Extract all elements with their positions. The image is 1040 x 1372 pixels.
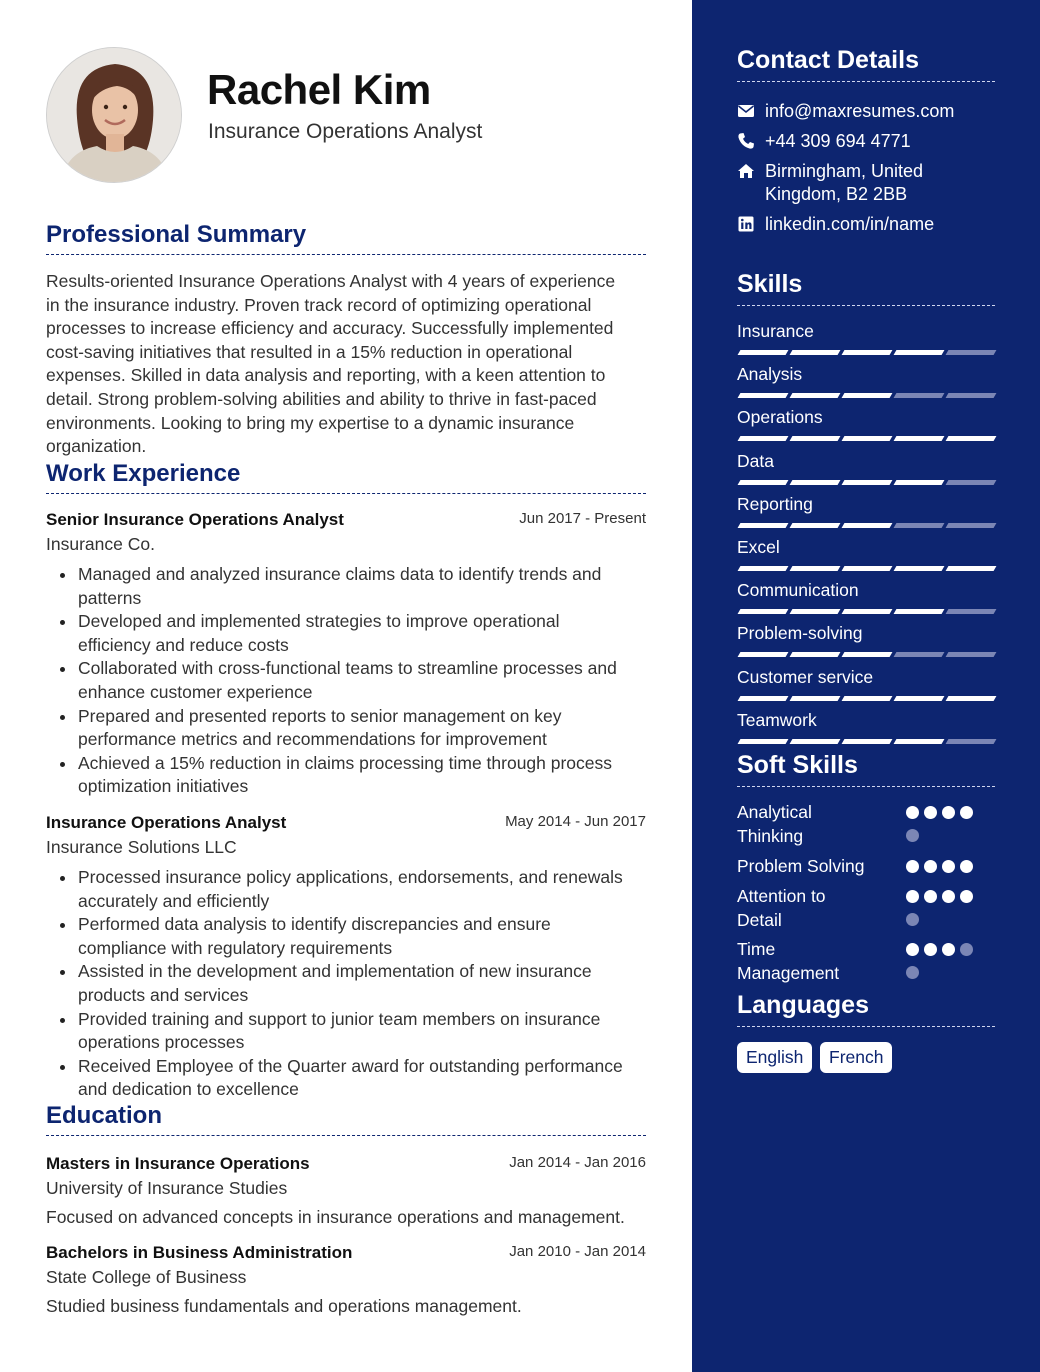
skill-level-bar	[737, 566, 993, 571]
soft-skill-rating-dot	[942, 943, 955, 956]
skill-level-segment	[894, 609, 945, 614]
languages-heading: Languages	[737, 991, 995, 1027]
skill-level-segment	[790, 436, 841, 441]
soft-skill-name: Problem Solving	[737, 856, 865, 876]
job-bullet: Performed data analysis to identify discrepancies and ensure compliance with regulatory requirements	[78, 913, 646, 960]
skill-level-segment	[946, 739, 997, 744]
soft-skill-rating-dot	[960, 943, 973, 956]
skill-level-segment	[790, 523, 841, 528]
skill-level-segment	[842, 523, 893, 528]
skill-level-segment	[946, 523, 997, 528]
skill-level-segment	[894, 523, 945, 528]
skill-level-segment	[738, 480, 789, 485]
skill-level-segment	[738, 350, 789, 355]
skill-item	[737, 537, 993, 558]
soft-skill-rating-dot	[906, 966, 919, 979]
skill-level-segment	[738, 609, 789, 614]
skill-item	[737, 364, 993, 385]
skill-level-segment	[894, 739, 945, 744]
language-tag: English	[737, 1042, 812, 1073]
skill-name: Communication	[737, 580, 859, 601]
job-bullet: Managed and analyzed insurance claims data to identify trends and patterns	[78, 563, 646, 610]
job-title: Insurance Operations Analyst	[46, 813, 287, 832]
skill-level-bar	[737, 523, 993, 528]
job-dates: Jun 2017 - Present	[519, 510, 646, 527]
skill-level-segment	[946, 609, 997, 614]
skill-name: Data	[737, 450, 774, 471]
job-bullets	[46, 563, 646, 799]
soft-skill-name: Time Management	[737, 939, 840, 983]
skill-item	[737, 451, 993, 472]
soft-skill-rating-dot	[906, 943, 919, 956]
address-text: Birmingham, United Kingdom, B2 2BB	[765, 161, 924, 204]
skill-level-bar	[737, 652, 993, 657]
job-bullet: Assisted in the development and implementation of new insurance products and services	[78, 960, 646, 1007]
job-bullet: Achieved a 15% reduction in claims processing time through process optimization initiatives	[78, 752, 646, 799]
skill-level-segment	[842, 739, 893, 744]
skill-level-segment	[842, 393, 893, 398]
skill-name: Problem-solving	[737, 623, 863, 644]
job-title: Senior Insurance Operations Analyst	[46, 510, 344, 529]
skills-heading: Skills	[737, 270, 995, 306]
soft-skill-rating-dot	[924, 943, 937, 956]
job-bullets	[46, 866, 646, 1102]
summary-line: organization.	[46, 436, 147, 457]
candidate-name: Rachel Kim	[207, 66, 431, 113]
skill-level-segment	[738, 739, 789, 744]
soft-skill-rating-dot	[906, 829, 919, 842]
skill-level-segment	[842, 696, 893, 701]
skill-level-segment	[946, 350, 997, 355]
skill-name: Customer service	[737, 666, 874, 687]
skill-level-bar	[737, 480, 993, 485]
summary-line: in the insurance industry. Proven track record of optimizing operational	[46, 294, 592, 315]
summary-line: cost-saving initiatives that resulted in a 15% reduction in operational	[46, 341, 573, 362]
job-company: Insurance Solutions LLC	[46, 837, 237, 857]
skill-level-segment	[946, 480, 997, 485]
skill-item	[737, 623, 993, 644]
soft-skill-rating-dot	[906, 913, 919, 926]
soft-skill-rating-dot	[906, 860, 919, 873]
summary-heading: Professional Summary	[46, 221, 646, 255]
soft-skill-rating-dot	[924, 890, 937, 903]
skill-name: Analysis	[737, 364, 803, 385]
candidate-title: Insurance Operations Analyst	[208, 120, 483, 143]
education-heading: Education	[46, 1102, 646, 1136]
degree: Masters in Insurance Operations	[46, 1154, 310, 1173]
soft-skill-rating-dot	[906, 806, 919, 819]
job-bullet: Collaborated with cross-functional teams to streamline processes and enhance customer experience	[78, 657, 646, 704]
skill-level-segment	[842, 350, 893, 355]
skill-level-segment	[946, 436, 997, 441]
skill-level-segment	[790, 566, 841, 571]
skill-level-segment	[894, 696, 945, 701]
job-bullet: Provided training and support to junior team members on insurance operations processes	[78, 1008, 646, 1055]
linkedin-text: linkedin.com/in/name	[765, 214, 935, 234]
summary-text	[46, 270, 646, 459]
skill-item	[737, 710, 993, 731]
soft-skill-name: Analytical Thinking	[737, 802, 812, 846]
skill-level-bar	[737, 436, 993, 441]
skill-level-segment	[738, 566, 789, 571]
education-dates: Jan 2010 - Jan 2014	[509, 1243, 646, 1260]
language-tag: French	[820, 1042, 892, 1073]
skill-level-segment	[842, 436, 893, 441]
education-description: Focused on advanced concepts in insurance operations and management.	[46, 1207, 625, 1227]
skill-level-segment	[790, 393, 841, 398]
skill-level-segment	[790, 350, 841, 355]
skill-item	[737, 580, 993, 601]
education-entry	[46, 1154, 646, 1228]
skill-item	[737, 407, 993, 428]
skill-level-segment	[894, 436, 945, 441]
skill-level-segment	[894, 652, 945, 657]
summary-line: processes to increase efficiency and accuracy. Successfully implemented	[46, 318, 614, 339]
skill-level-segment	[946, 652, 997, 657]
school: State College of Business	[46, 1267, 247, 1287]
skill-name: Reporting	[737, 493, 813, 514]
email-text: info@maxresumes.com	[765, 101, 955, 121]
job-bullet: Received Employee of the Quarter award for outstanding performance and dedication to excellence	[78, 1055, 646, 1102]
skill-name: Insurance	[737, 321, 814, 341]
summary-line: detail. Strong problem-solving abilities and ability to thrive in fast-paced	[46, 388, 597, 409]
skill-level-segment	[946, 566, 997, 571]
skill-name: Excel	[737, 537, 780, 557]
skill-level-segment	[738, 436, 789, 441]
skill-level-segment	[738, 523, 789, 528]
soft-skill-rating-dot	[960, 890, 973, 903]
soft-skill-rating-dot	[942, 806, 955, 819]
skill-level-segment	[790, 696, 841, 701]
skill-item	[737, 667, 993, 688]
envelope-icon	[737, 102, 755, 120]
skill-item	[737, 321, 993, 342]
skill-level-segment	[946, 696, 997, 701]
skill-name: Operations	[737, 407, 823, 428]
skill-name: Teamwork	[737, 709, 817, 730]
linkedin-icon	[737, 215, 755, 233]
job-entry	[46, 813, 646, 1102]
phone-text: +44 309 694 4771	[765, 131, 911, 151]
skill-level-bar	[737, 609, 993, 614]
skill-level-segment	[894, 566, 945, 571]
soft-skill-rating-dot	[960, 860, 973, 873]
skill-level-bar	[737, 739, 993, 744]
phone-icon	[737, 132, 755, 150]
skill-item	[737, 494, 993, 515]
summary-line: environments. Looking to bring my expertise to a dynamic insurance	[46, 412, 575, 433]
skill-level-segment	[790, 480, 841, 485]
skill-level-segment	[738, 393, 789, 398]
degree: Bachelors in Business Administration	[46, 1243, 353, 1262]
home-icon	[737, 162, 755, 180]
skill-level-segment	[894, 350, 945, 355]
skill-level-segment	[738, 696, 789, 701]
skill-level-segment	[946, 393, 997, 398]
soft-skill-rating-dot	[942, 860, 955, 873]
job-company: Insurance Co.	[46, 534, 155, 554]
summary-line: Results-oriented Insurance Operations Analyst with 4 years of experience	[46, 271, 616, 291]
skill-level-segment	[738, 652, 789, 657]
job-bullet: Developed and implemented strategies to improve operational efficiency and reduce costs	[78, 610, 646, 657]
skill-level-segment	[842, 566, 893, 571]
skill-level-segment	[894, 480, 945, 485]
soft-skill-name: Attention to Detail	[737, 886, 826, 930]
soft-skill-rating-dot	[906, 890, 919, 903]
skill-level-segment	[790, 609, 841, 614]
experience-heading: Work Experience	[46, 460, 646, 494]
job-bullet: Prepared and presented reports to senior management on key performance metrics and recommendations for improvement	[78, 705, 646, 752]
job-bullet: Processed insurance policy applications, endorsements, and renewals accurately and efficiently	[78, 866, 646, 913]
soft-skill-rating-dot	[942, 890, 955, 903]
skill-level-segment	[790, 652, 841, 657]
education-description: Studied business fundamentals and operations management.	[46, 1296, 522, 1316]
soft-skill-rating-dot	[960, 806, 973, 819]
skill-level-bar	[737, 393, 993, 398]
skill-level-segment	[790, 739, 841, 744]
education-entry	[46, 1243, 646, 1317]
skill-level-bar	[737, 696, 993, 701]
summary-line: expenses. Skilled in data analysis and reporting, with a keen attention to	[46, 365, 606, 386]
soft-skill-rating-dot	[924, 860, 937, 873]
education-dates: Jan 2014 - Jan 2016	[509, 1154, 646, 1171]
job-dates: May 2014 - Jun 2017	[505, 813, 646, 830]
soft-skill-rating-dot	[924, 806, 937, 819]
contact-heading: Contact Details	[737, 46, 995, 82]
skill-level-segment	[842, 609, 893, 614]
profile-photo	[46, 47, 182, 183]
skill-level-segment	[842, 652, 893, 657]
skill-level-segment	[894, 393, 945, 398]
skill-level-bar	[737, 350, 993, 355]
school: University of Insurance Studies	[46, 1178, 288, 1198]
skill-level-segment	[842, 480, 893, 485]
job-entry	[46, 510, 646, 799]
soft-skills-heading: Soft Skills	[737, 751, 995, 787]
